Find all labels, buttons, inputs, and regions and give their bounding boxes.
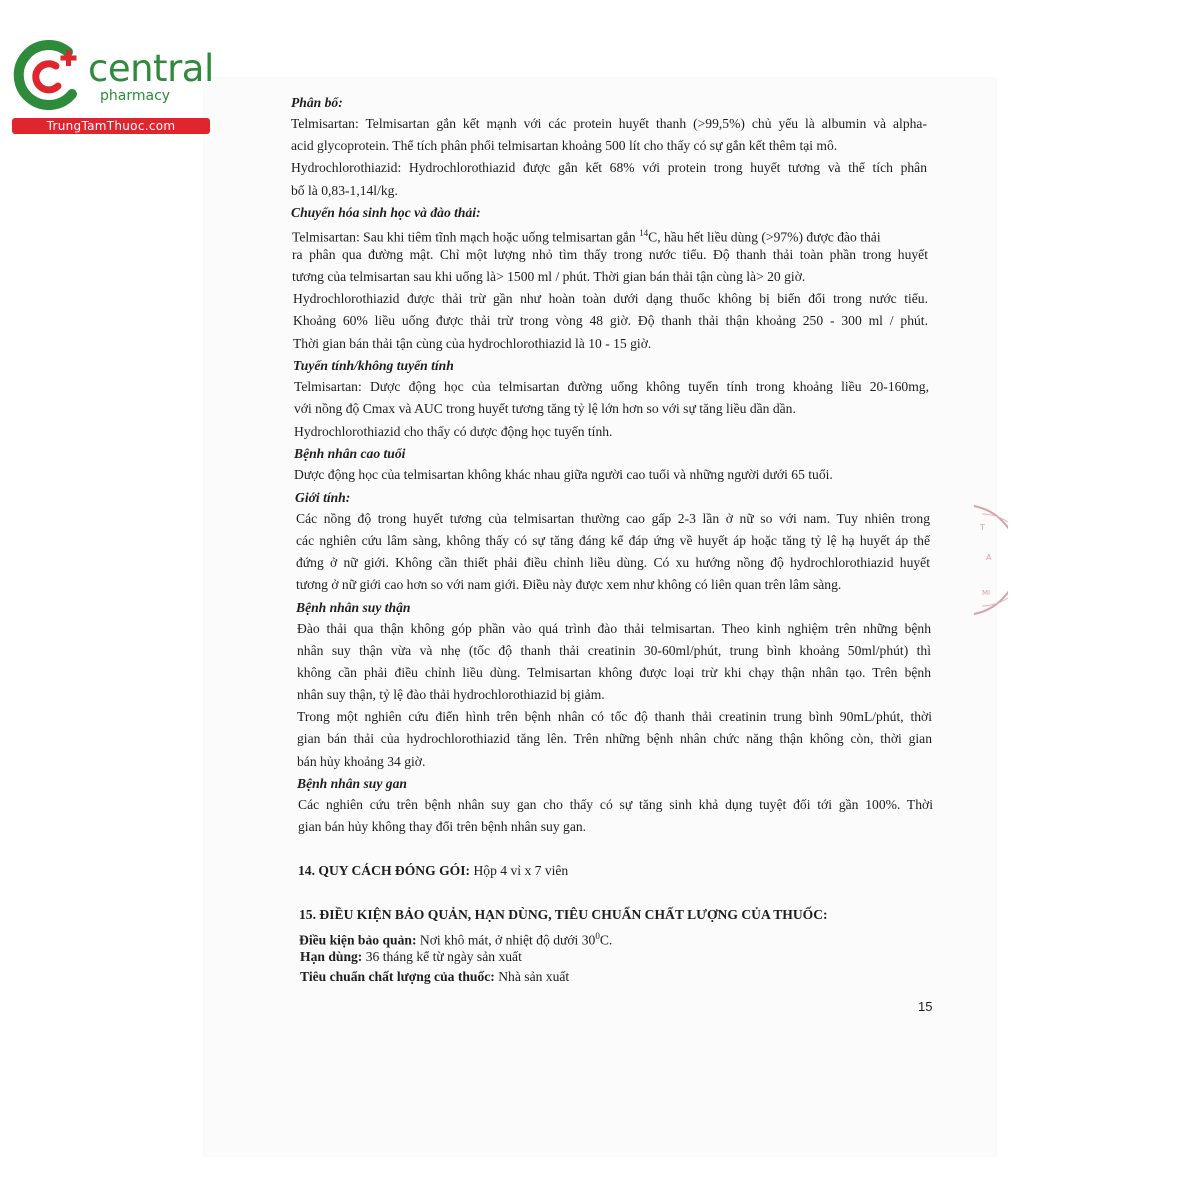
svg-text:T: T xyxy=(980,523,985,532)
text-line: với nồng độ Cmax và AUC trong huyết tương tăng tỷ lệ lớn hơn so với sự tăng liều dần dần. xyxy=(294,401,796,416)
text-line: Khoảng 60% liều uống được thải trừ trong vòng 48 giờ. Độ thanh thải thận khoảng 250 - 300 ml / phút. xyxy=(293,313,928,328)
superscript: 14 xyxy=(639,228,649,238)
shelf-life-value: 36 tháng kể từ ngày sản xuất xyxy=(362,949,522,964)
logo-sub-text: pharmacy xyxy=(100,88,171,104)
section-14-label: 14. QUY CÁCH ĐÓNG GÓI: xyxy=(298,863,471,878)
text-segment: Telmisartan: Sau khi tiêm tĩnh mạch hoặc uống telmisartan gắn xyxy=(292,229,640,245)
text-line xyxy=(292,225,881,246)
text-line: Trong một nghiên cứu điển hình trên bệnh nhân có tốc độ thanh thải creatinin trung bình 90mL/phút, thời xyxy=(297,709,932,724)
quality-standard xyxy=(300,968,569,985)
logo-site-bar: TrungTamThuoc.com xyxy=(12,118,210,134)
text-line: Telmisartan: Dược động học của telmisartan đường uống không tuyến tính trong khoảng liều 20-160mg, xyxy=(294,379,929,394)
svg-text:MI: MI xyxy=(982,589,991,597)
page-number: 15 xyxy=(918,999,933,1014)
text-line: Đào thải qua thận không góp phần vào quá trình đào thải telmisartan. Theo kinh nghiệm trên những bệnh xyxy=(297,621,931,636)
heading-gioi-tinh: Giới tính: xyxy=(295,490,351,505)
storage-conditions-label: Điều kiện bảo quản: xyxy=(299,932,417,948)
section-14 xyxy=(298,862,568,879)
text-line: tương của telmisartan sau khi uống là> 1500 ml / phút. Thời gian bán thải tận cùng là> 20 giờ. xyxy=(292,269,806,284)
svg-text:A: A xyxy=(986,553,992,562)
text-line: acid glycoprotein. Thể tích phân phối telmisartan khoảng 500 lít cho thấy có sự gắn kết thêm tại mô. xyxy=(291,138,838,153)
quality-standard-label: Tiêu chuẩn chất lượng của thuốc: xyxy=(300,969,495,984)
storage-conditions-unit: C. xyxy=(599,932,613,948)
text-line: nhân suy thận vừa và nhẹ (tốc độ thanh thải creatinin 30-60ml/phút, trung bình khoảng 50ml/phút) thì xyxy=(297,643,931,658)
text-line: các nghiên cứu lâm sàng, không thấy có sự tăng đáng kể đáp ứng về huyết áp hoặc tăng tỷ lệ hạ huyết áp thế xyxy=(296,533,930,548)
logo-brand-text: central xyxy=(88,47,214,90)
text-line: Telmisartan: Telmisartan gắn kết mạnh với các protein huyết thanh (>99,5%) chủ yếu là albumin và alpha- xyxy=(291,116,927,131)
quality-standard-value: Nhà sản xuất xyxy=(494,969,570,984)
heading-suy-than: Bệnh nhân suy thận xyxy=(296,600,411,615)
text-line: không cần phải điều chỉnh liều dùng. Telmisartan không được loại trừ khi chạy thận nhân tạo. Trên bệnh xyxy=(297,665,931,680)
shelf-life-label: Hạn dùng: xyxy=(300,949,363,964)
text-line: nhân suy thận, tỷ lệ đào thải hydrochlorothiazid bị giảm. xyxy=(297,687,605,702)
storage-conditions-value: Nơi khô mát, ở nhiệt độ dưới 30 xyxy=(416,932,596,948)
text-line: gian bán hủy không thay đổi trên bệnh nhân suy gan. xyxy=(298,819,587,834)
heading-suy-gan: Bệnh nhân suy gan xyxy=(297,776,407,791)
text-line: Thời gian bán thải tận cùng của hydrochlorothiazid là 10 - 15 giờ. xyxy=(293,336,652,351)
text-line: bán hủy khoảng 34 giờ. xyxy=(297,754,426,769)
text-line: ra phân qua đường mật. Chỉ một lượng nhỏ tìm thấy trong nước tiểu. Độ thanh thải toàn phần trong huyết xyxy=(292,247,928,262)
text-line: Các nồng độ trong huyết tương của telmisartan thường cao gấp 2-3 lần ở nữ so với nam. Tuy nhiên trong xyxy=(296,511,930,526)
text-line: đứng ở nữ giới. Không cần thiết phải điều chỉnh liều dùng. Có xu hướng nồng độ hydrochlorothiazid huyết xyxy=(296,555,930,570)
storage-conditions xyxy=(299,928,612,949)
text-line: bố là 0,83-1,14l/kg. xyxy=(291,183,398,198)
section-15-title: 15. ĐIỀU KIỆN BẢO QUẢN, HẠN DÙNG, TIÊU CHUẨN CHẤT LƯỢNG CỦA THUỐC: xyxy=(299,907,828,922)
text-line: Hydrochlorothiazid cho thấy có dược động học tuyến tính. xyxy=(294,424,613,439)
text-line: Các nghiên cứu trên bệnh nhân suy gan cho thấy có sự tăng sinh khả dụng tuyệt đối tới gần 100%. Thời xyxy=(298,797,933,812)
heading-tuyen-tinh: Tuyến tính/không tuyến tính xyxy=(293,358,454,373)
text-line: Hydrochlorothiazid: Hydrochlorothiazid được gắn kết 68% với protein trong huyết tương và thể tích phân xyxy=(291,160,927,175)
text-line: Hydrochlorothiazid được thải trừ gần như hoàn toàn dưới dạng thuốc không bị biến đổi trong nước tiểu. xyxy=(293,291,928,306)
heading-phan-bo: Phân bố: xyxy=(291,95,343,110)
superscript: 0 xyxy=(595,931,600,941)
section-14-value: Hộp 4 vỉ x 7 viên xyxy=(470,863,569,878)
shelf-life xyxy=(300,948,522,965)
text-segment: C, hầu hết liều dùng (>97%) được đào thải xyxy=(648,229,881,245)
text-line: Dược động học của telmisartan không khác nhau giữa người cao tuổi và những người dưới 65 tuổi. xyxy=(294,467,833,482)
text-line: tương ở nữ giới cao hơn so với nam giới. Điều này được xem như không có liên quan trên lâm sàng. xyxy=(296,577,842,592)
heading-cao-tuoi: Bệnh nhân cao tuổi xyxy=(294,446,406,461)
text-line: gian bán thải của hydrochlorothiazid tăng lên. Trên những bệnh nhân chức năng thận không còn, thời gian xyxy=(297,731,932,746)
heading-chuyen-hoa: Chuyển hóa sinh học và đào thải: xyxy=(291,205,481,220)
